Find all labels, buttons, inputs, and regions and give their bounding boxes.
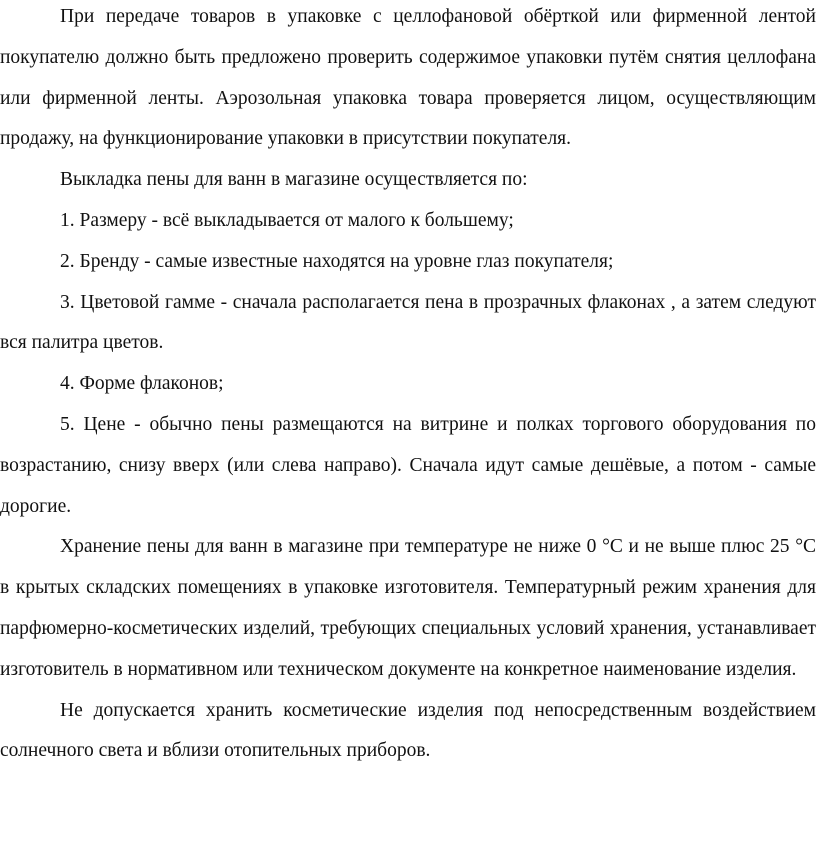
paragraph-storage-conditions: Хранение пены для ванн в магазине при температуре не ниже 0 °С и не выше плюс 25 °С в крытых складских помещениях в упаковке изготовителя. Температурный режим хранения для парфюмерно-косметических изделий, требующих специальных условий хранения, устанавливает изготовитель в нормативном или техническом документе на конкретное наименование изделия. [0,536,816,680]
paragraph-storage-prohibition: Не допускается хранить косметические изделия под непосредственным воздействием солнечного света и вблизи отопительных приборов. [0,699,816,762]
list-item-price: 5. Цене - обычно пены размещаются на витрине и полках торгового оборудования по возрастанию, снизу вверх (или слева направо). Сначала идут самые дешёвые, а потом - самые дорогие. [0,413,816,517]
list-item-color: 3. Цветовой гамме - сначала располагается пена в прозрачных флаконах , а затем следуют вся палитра цветов. [0,291,816,354]
list-item-brand: 2. Бренду - самые известные находятся на уровне глаз покупателя; [60,250,614,272]
list-item-size: 1. Размеру - всё выкладывается от малого к большему; [60,209,514,231]
paragraph-packaging-check: При передаче товаров в упаковке с целлофановой обёрткой или фирменной лентой покупателю должно быть предложено проверить содержимое упаковки путём снятия целлофана или фирменной ленты. Аэрозольная упаковка товара проверяется лицом, осуществляющим продажу, на функционирование упаковки в присутствии покупателя. [0,6,816,150]
paragraph-display-intro: Выкладка пены для ванн в магазине осуществляется по: [60,169,528,191]
list-item-bottle-shape: 4. Форме флаконов; [60,373,224,395]
